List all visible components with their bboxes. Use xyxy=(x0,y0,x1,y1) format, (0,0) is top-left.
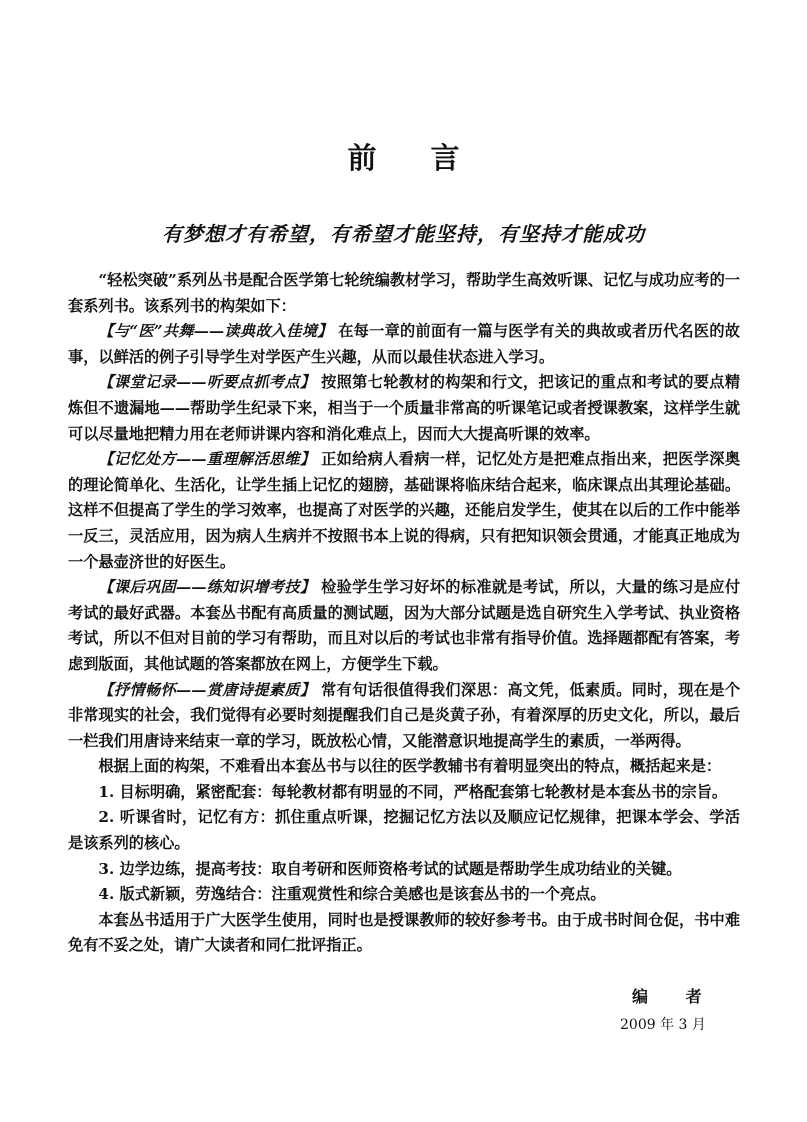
page-title: 前 言 xyxy=(347,141,482,175)
paragraph-text: 本套丛书适用于广大医学生使用，同时也是授课教师的较好参考书。由于成书时间仓促，书中难免有不妥之处，请广大读者和同仁批评指正。 xyxy=(68,910,740,955)
section-tag: 【记忆处方——重理解活思维】 xyxy=(98,450,316,469)
signature: 编 者 xyxy=(632,987,718,1006)
paragraph xyxy=(68,857,740,883)
paragraph-text: “轻松突破”系列丛书是配合医学第七轮统编教材学习，帮助学生高效听课、记忆与成功应考的一套系列书。该系列书的构架如下： xyxy=(68,271,740,315)
paragraph xyxy=(68,370,740,447)
paragraph-text: 常有句话很值得我们深思：高文凭，低素质。同时，现在是个非常现实的社会，我们觉得有必要时刻提醒我们自己是炎黄子孙，有着深厚的历史文化，所以，最后一栏我们用唐诗来结束一章的学习，既放松心情，又能潜意识地提高学生的素质，一举两得。 xyxy=(68,680,740,750)
paragraph xyxy=(68,319,740,370)
paragraph-text: 3. 边学边练，提高考技：取自考研和医师资格考试的试题是帮助学生成功结业的关键。 xyxy=(98,859,682,878)
paragraph xyxy=(68,447,740,575)
paragraph xyxy=(68,268,740,319)
paragraph xyxy=(68,780,740,806)
paragraph-text: 根据上面的构架，不难看出本套丛书与以往的医学教辅书有着明显突出的特点，概括起来是： xyxy=(98,757,722,776)
paragraph-text: 检验学生学习好坏的标准就是考试，所以，大量的练习是应付考试的最好武器。本套丛书配有高质量的测试题，因为大部分试题是选自研究生入学考试、执业资格考试，所以不但对目前的学习有帮助，而且对以后的考试也非常有指导价值。选择题都配有答案，考虑到版面，其他试题的答案都放在网上，方便学生下载。 xyxy=(68,578,740,673)
section-tag: 【课堂记录——听要点抓考点】 xyxy=(98,373,316,392)
paragraph-text: 在每一章的前面有一篇与医学有关的典故或者历代名医的故事，以鲜活的例子引导学生对学医产生兴趣，从而以最佳状态进入学习。 xyxy=(68,322,740,366)
section-tag: 【课后巩固——练知识增考技】 xyxy=(98,578,316,597)
section-tag: 【与“医”共舞——读典故入佳境】 xyxy=(98,322,333,341)
paragraph xyxy=(68,882,740,908)
paragraph xyxy=(68,908,740,959)
paragraph-text: 按照第七轮教材的构架和行文，把该记的重点和考试的要点精炼但不遗漏地——帮助学生纪录下来，相当于一个质量非常高的听课笔记或者授课教案，这样学生就可以尽量地把精力用在老师讲课内容和消化难点上，因而大大提高听课的效率。 xyxy=(68,373,740,443)
paragraph-text: 4. 版式新颖，劳逸结合：注重观赏性和综合美感也是该套丛书的一个亮点。 xyxy=(98,885,606,904)
paragraph-text: 正如给病人看病一样，记忆处方是把难点指出来，把医学深奥的理论简单化、生活化，让学生插上记忆的翅膀，基础课将临床结合起来，临床课点出其理论基础。这样不但提高了学生的学习效率，也提高了对医学的兴趣，还能启发学生，使其在以后的工作中能举一反三，灵活应用，因为病人生病并不按照书本上说的得病，只有把知识领会贯通，才能真正地成为一个悬壶济世的好医生。 xyxy=(68,450,740,571)
paragraph-text: 2. 听课省时，记忆有方：抓住重点听课，挖掘记忆方法以及顺应记忆规律，把课本学会、学活是该系列的核心。 xyxy=(68,808,740,853)
preface-body xyxy=(68,268,740,959)
date: 2009 年 3 月 xyxy=(620,1017,706,1033)
paragraph xyxy=(68,754,740,780)
paragraph-text: 1. 目标明确，紧密配套：每轮教材都有明显的不同，严格配套第七轮教材是本套丛书的宗旨。 xyxy=(98,782,728,801)
paragraph xyxy=(68,805,740,856)
section-tag: 【抒情畅怀——赏唐诗提素质】 xyxy=(98,680,316,699)
paragraph xyxy=(68,678,740,755)
motto: 有梦想才有希望，有希望才能坚持，有坚持才能成功 xyxy=(162,222,645,246)
paragraph xyxy=(68,575,740,677)
